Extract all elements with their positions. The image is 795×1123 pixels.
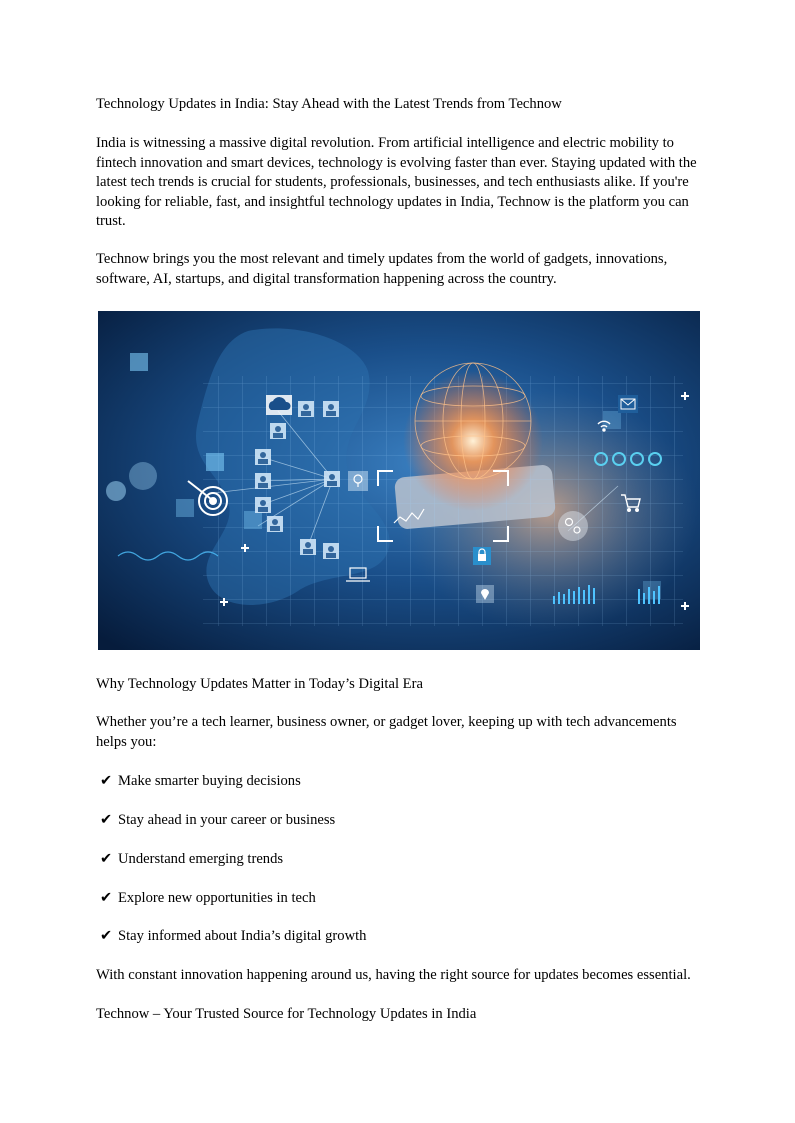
list-item <box>100 850 283 870</box>
list-item-text: Stay informed about India’s digital growth <box>118 928 367 944</box>
closing-paragraph: With constant innovation happening around us, having the right source for updates becomes essential. <box>96 967 691 983</box>
list-item-text: Explore new opportunities in tech <box>118 890 316 906</box>
next-section-heading: Technow – Your Trusted Source for Technology Updates in India <box>96 1006 477 1022</box>
intro-paragraph: India is witnessing a massive digital revolution. From artificial intelligence and electric mobility to fintech innovation and smart devices, technology is evolving faster than ever. Staying updated with the latest tech trends is crucial for students, professionals, businesses, and tech enthusiasts alike. If you're looking for reliable, fast, and insightful technology updates in India, Technow is the platform you can trust. <box>96 135 697 229</box>
cloud-icon <box>266 395 292 415</box>
location-pin-icon <box>476 585 494 603</box>
document-title: Technology Updates in India: Stay Ahead with the Latest Trends from Technow <box>96 96 562 112</box>
list-item <box>100 772 301 792</box>
check-icon: ✔ <box>100 928 113 944</box>
check-icon: ✔ <box>100 851 113 867</box>
section-heading: Why Technology Updates Matter in Today’s Digital Era <box>96 676 423 692</box>
gear-icon <box>558 511 588 541</box>
lock-icon <box>473 547 491 565</box>
list-item <box>100 889 316 909</box>
list-item-text: Make smarter buying decisions <box>118 773 301 789</box>
section-intro: Whether you’re a tech learner, business owner, or gadget lover, keeping up with tech advancements helps you: <box>96 714 677 750</box>
list-item <box>100 811 335 831</box>
list-item <box>100 927 366 947</box>
check-icon: ✔ <box>100 773 113 789</box>
list-item-text: Understand emerging trends <box>118 851 284 867</box>
check-icon: ✔ <box>100 890 113 906</box>
lightbulb-icon <box>348 471 368 491</box>
mail-icon <box>618 395 638 413</box>
second-paragraph: Technow brings you the most relevant and timely updates from the world of gadgets, innovations, software, AI, startups, and digital transformation happening across the country. <box>96 251 668 287</box>
list-item-text: Stay ahead in your career or business <box>118 812 336 828</box>
check-icon: ✔ <box>100 812 113 828</box>
hero-image <box>98 311 700 650</box>
